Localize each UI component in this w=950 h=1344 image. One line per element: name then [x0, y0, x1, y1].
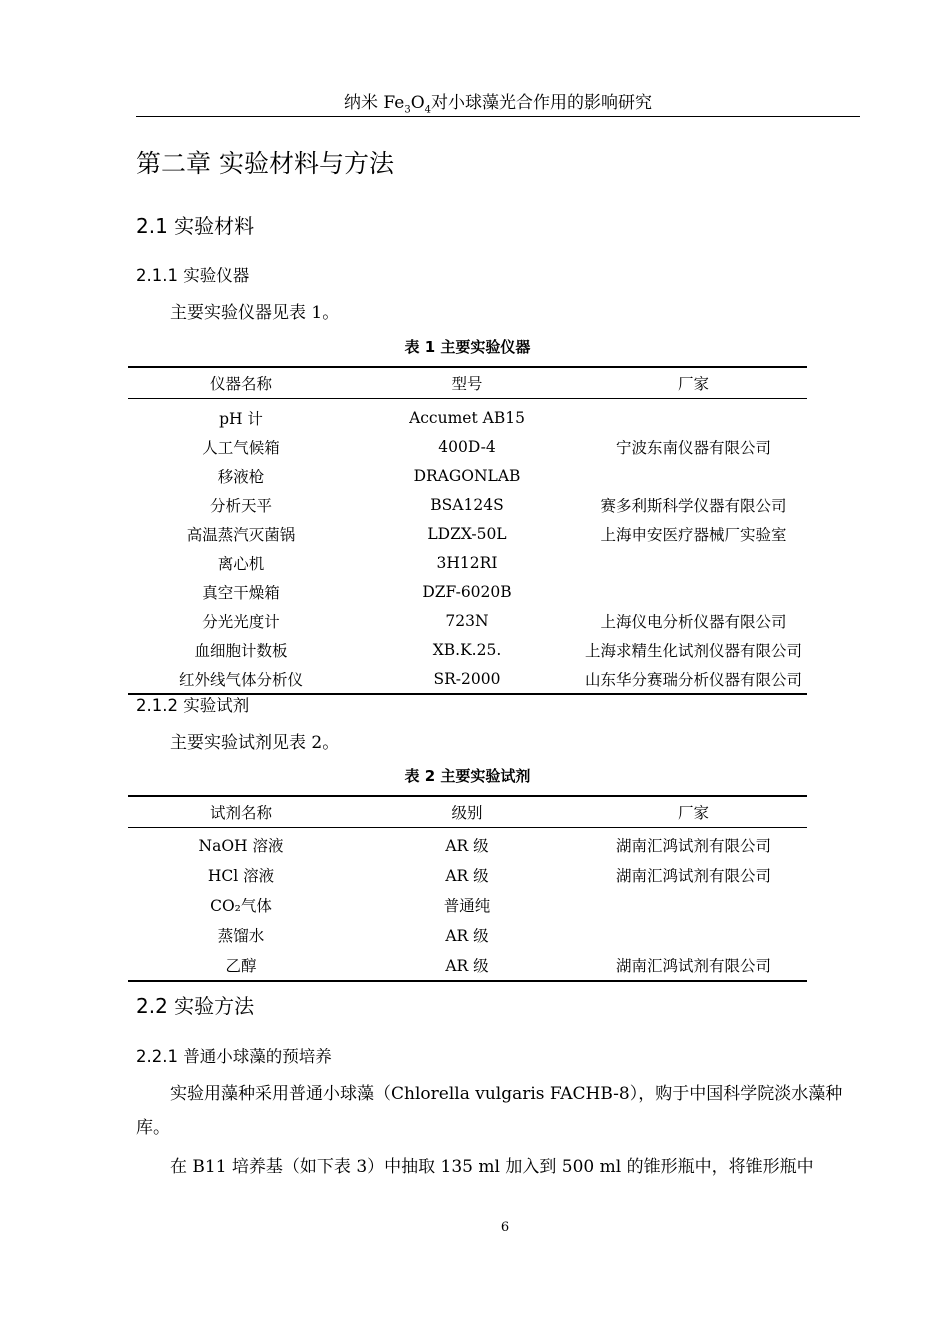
table-row [128, 577, 807, 606]
strain-paragraph: 实验用藻种采用普通小球藻（Chlorella vulgaris FACHB-8），购于中国科学院淡水藻种库。 [136, 1084, 843, 1138]
table1-caption: 表 1 主要实验仪器 [404, 338, 531, 356]
table-cell: 3H12RI [436, 553, 498, 572]
chapter-title: 第二章 实验材料与方法 [136, 149, 394, 178]
table-cell: 723N [445, 611, 489, 630]
reagents-table [128, 795, 807, 982]
table-cell: pH 计 [219, 409, 263, 428]
instruments-paragraph: 主要实验仪器见表 1。 [170, 303, 340, 323]
table-cell: 湖南汇鸿试剂有限公司 [615, 837, 771, 855]
table-header-row [128, 367, 807, 399]
table-cell: 红外线气体分析仪 [178, 670, 303, 689]
table-row [128, 950, 807, 981]
header-subscript-3: 3 [404, 104, 411, 116]
table-cell: 普通纯 [443, 897, 491, 915]
page-number: 6 [500, 1220, 510, 1235]
table-cell [580, 920, 807, 950]
table-row [128, 461, 807, 490]
table-cell [580, 890, 807, 920]
table-cell: SR-2000 [433, 669, 501, 688]
table-cell: 血细胞计数板 [194, 641, 288, 660]
table-cell: 400D-4 [438, 437, 496, 456]
table-cell [580, 461, 807, 490]
table-cell [580, 577, 807, 606]
table-cell: DRAGONLAB [413, 466, 521, 485]
table-row [128, 920, 807, 950]
table-cell: AR 级 [445, 837, 489, 855]
table-cell [580, 548, 807, 577]
table-cell: 真空干燥箱 [202, 583, 280, 602]
section-2-1-1-heading: 2.1.1 实验仪器 [136, 266, 250, 285]
table-cell: NaOH 溶液 [198, 837, 284, 855]
header-title-post: 对小球藻光合作用的影响研究 [431, 93, 653, 113]
instruments-table [128, 366, 807, 695]
table-cell: AR 级 [445, 957, 489, 975]
table-cell: 分析天平 [209, 496, 272, 515]
table-cell: 上海仪电分析仪器有限公司 [600, 612, 787, 631]
table2-caption: 表 2 主要实验试剂 [404, 767, 531, 785]
running-header [136, 90, 860, 117]
header-title-pre: 纳米 Fe [343, 93, 405, 113]
column-header-name: 仪器名称 [209, 375, 272, 393]
table-cell: CO₂气体 [210, 897, 272, 915]
table-cell: 上海申安医疗器械厂实验室 [600, 525, 787, 544]
table-cell: AR 级 [445, 927, 489, 945]
table-cell: 湖南汇鸿试剂有限公司 [615, 957, 771, 975]
table-cell: 宁波东南仪器有限公司 [615, 438, 771, 457]
table-cell: 湖南汇鸿试剂有限公司 [615, 867, 771, 885]
table-cell: AR 级 [445, 867, 489, 885]
table-cell: Accumet AB15 [409, 408, 525, 427]
table-cell: HCl 溶液 [207, 867, 275, 885]
section-2-2-1-heading: 2.2.1 普通小球藻的预培养 [136, 1047, 332, 1066]
b11-medium-paragraph: 在 B11 培养基（如下表 3）中抽取 135 ml 加入到 500 ml 的锥形瓶中，将锥形瓶中 [170, 1157, 814, 1177]
table-row [128, 860, 807, 890]
table-cell: 分光光度计 [202, 612, 280, 631]
table-cell: 赛多利斯科学仪器有限公司 [600, 496, 787, 515]
table-cell: 高温蒸汽灭菌锅 [186, 525, 296, 544]
column-header-manufacturer: 厂家 [677, 804, 709, 822]
column-header-model: 型号 [451, 375, 483, 393]
table-cell: 移液枪 [217, 467, 265, 486]
column-header-manufacturer: 厂家 [677, 375, 709, 393]
header-subscript-4: 4 [424, 104, 432, 116]
table-row [128, 828, 807, 861]
column-header-grade: 级别 [451, 804, 483, 822]
table-row [128, 664, 807, 694]
table-row [128, 490, 807, 519]
table-row [128, 519, 807, 548]
table-row [128, 548, 807, 577]
table-header-row [128, 796, 807, 828]
table-cell: LDZX-50L [427, 524, 507, 543]
table-cell: 上海求精生化试剂仪器有限公司 [584, 641, 802, 660]
table-cell: 蒸馏水 [217, 927, 265, 945]
table-cell: BSA124S [430, 495, 504, 514]
table-row [128, 890, 807, 920]
table-cell: 山东华分赛瑞分析仪器有限公司 [584, 670, 802, 689]
table-cell [580, 399, 807, 433]
table-row [128, 399, 807, 433]
section-2-1-2-heading: 2.1.2 实验试剂 [136, 696, 250, 715]
header-title-mid: O [410, 93, 425, 113]
section-2-1-heading: 2.1 实验材料 [136, 214, 255, 238]
table-cell: 离心机 [217, 554, 265, 573]
table-cell: 人工气候箱 [202, 438, 280, 457]
table-cell: XB.K.25. [432, 640, 502, 659]
section-2-2-heading: 2.2 实验方法 [136, 994, 255, 1018]
reagents-paragraph: 主要实验试剂见表 2。 [170, 733, 340, 753]
table-cell: 乙醇 [225, 957, 257, 975]
table-row [128, 432, 807, 461]
column-header-reagent: 试剂名称 [209, 804, 272, 822]
table-cell: DZF-6020B [422, 582, 512, 601]
table-row [128, 606, 807, 635]
table-row [128, 635, 807, 664]
